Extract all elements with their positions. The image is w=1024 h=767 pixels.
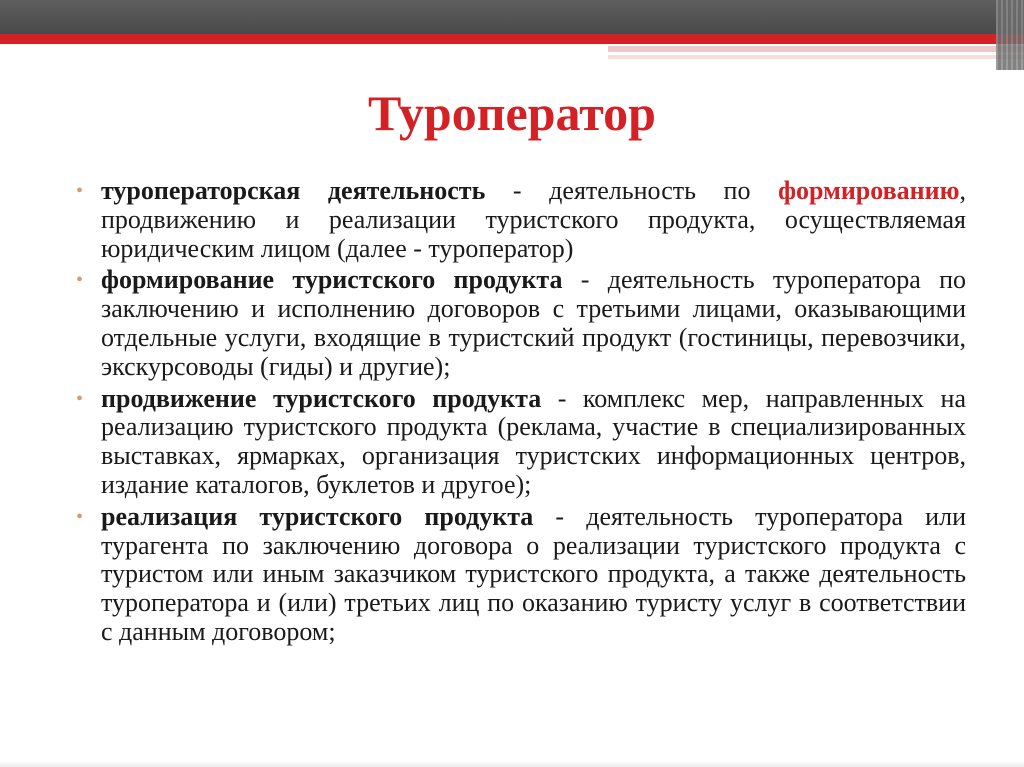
header-band (0, 0, 1024, 34)
slide-title: Туроператор (368, 85, 656, 141)
definition-text: - деятельность по (485, 176, 779, 205)
bullet-icon: • (76, 505, 84, 528)
bottom-shadow (0, 761, 1024, 767)
definition-list (76, 177, 966, 650)
term: реализация туристского продукта (101, 501, 534, 531)
list-item (76, 266, 966, 381)
definition-text: - комплекс мер, направленных на реализацию туристского продукта (реклама, участие в специализированных выставках, ярмарках, организация туристских информационных центров, издание каталогов, буклетов и другое); (101, 383, 966, 499)
bullet-icon: • (76, 387, 84, 410)
term: продвижение туристского продукта (101, 383, 542, 413)
definition-text: - деятельность туроператора по заключению и исполнению договоров с третьими лицами, оказывающими отдельные услуги, входящие в туристский продукт (гостиницы, перевозчики, экскурсоводы (гиды) и другие); (101, 265, 966, 381)
decorative-bars (996, 0, 1024, 70)
list-item (76, 177, 966, 263)
light-stripe (608, 46, 1024, 52)
red-stripe (0, 34, 1024, 44)
definition-text: , продвижению и реализации туристского продукта, осуществляемая юридическим лицом (далее - туроператор) (101, 176, 966, 263)
term: формирование туристского продукта (101, 265, 563, 295)
light-stripe-secondary (608, 55, 1024, 59)
term: туроператорская деятельность (101, 176, 486, 205)
bullet-icon: • (76, 180, 84, 202)
definition-text: - деятельность туроператора или турагента по заключению договора о реализации туристского продукта с туристом или иным заказчиком туристского продукта, а также деятельность туроператора и (или) третьих лиц по оказанию туристу услуг в соответствии с данным договором; (101, 501, 966, 646)
highlighted-word: формированию (778, 176, 960, 205)
list-item (76, 503, 966, 647)
list-item (76, 385, 966, 500)
bullet-icon: • (76, 269, 84, 292)
